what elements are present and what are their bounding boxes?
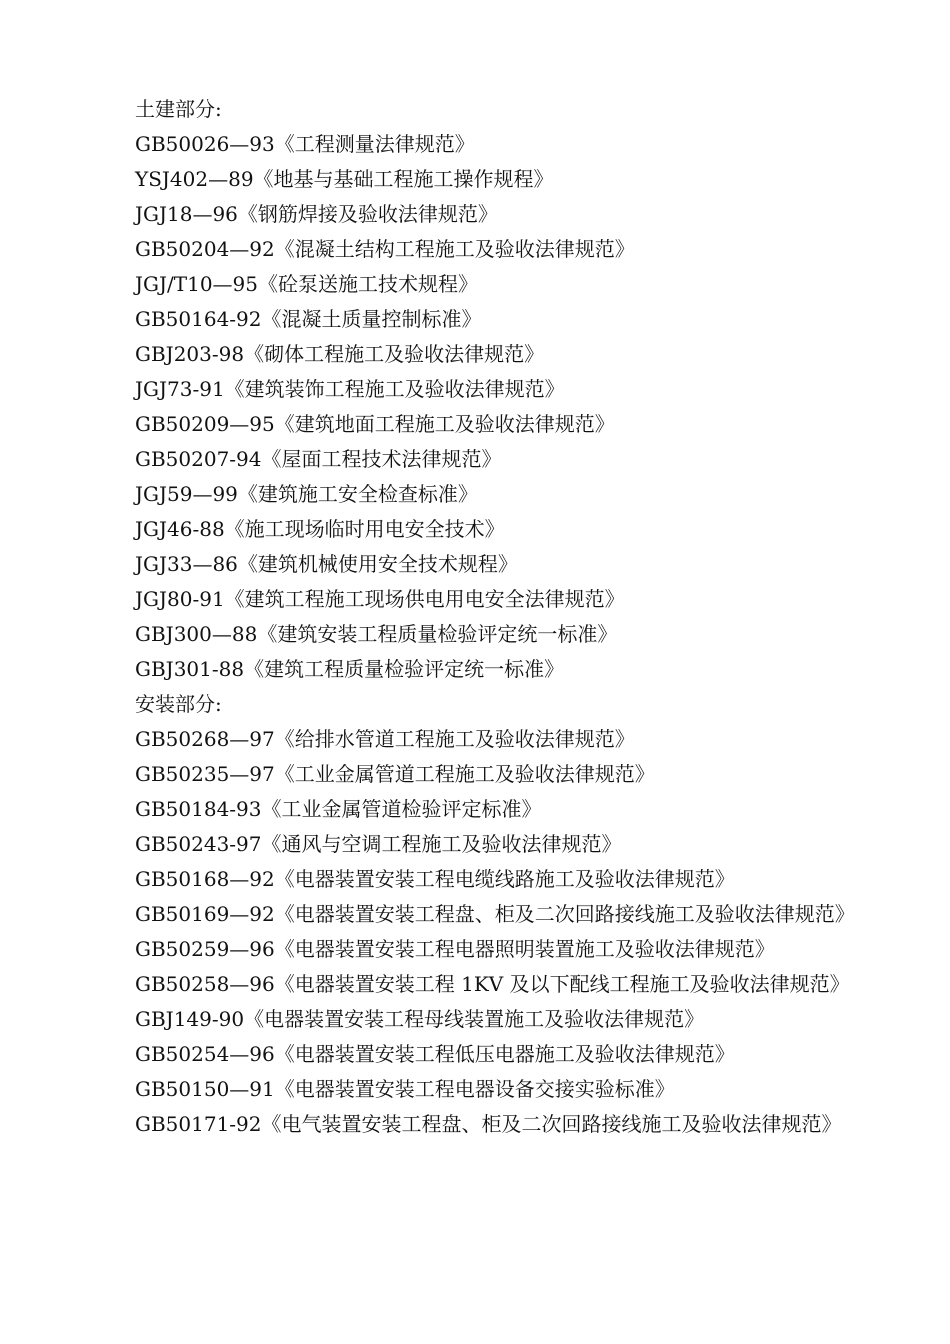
standard-item: GB50204—92《混凝土结构工程施工及验收法律规范》 — [135, 237, 635, 261]
standard-item: GB50184-93《工业金属管道检验评定标准》 — [135, 797, 542, 821]
standard-item: GB50254—96《电器装置安装工程低压电器施工及验收法律规范》 — [135, 1042, 735, 1066]
standard-item: GBJ301-88《建筑工程质量检验评定统一标准》 — [135, 657, 565, 681]
standard-item: JGJ18—96《钢筋焊接及验收法律规范》 — [135, 202, 498, 226]
standard-item: JGJ46-88《施工现场临时用电安全技术》 — [135, 517, 505, 541]
standard-item: JGJ33—86《建筑机械使用安全技术规程》 — [135, 552, 518, 576]
standard-item: JGJ59—99《建筑施工安全检查标准》 — [135, 482, 478, 506]
standard-item: GBJ203-98《砌体工程施工及验收法律规范》 — [135, 342, 545, 366]
standard-item: GB50207-94《屋面工程技术法律规范》 — [135, 447, 502, 471]
standard-item: GB50259—96《电器装置安装工程电器照明装置施工及验收法律规范》 — [135, 937, 775, 961]
standard-item: GB50164-92《混凝土质量控制标准》 — [135, 307, 482, 331]
standard-item: YSJ402—89《地基与基础工程施工操作规程》 — [135, 167, 554, 191]
standard-item: GB50168—92《电器装置安装工程电缆线路施工及验收法律规范》 — [135, 867, 735, 891]
section-heading-installation: 安装部分: — [135, 692, 222, 716]
document-body — [92, 92, 862, 1142]
standard-item: GB50026—93《工程测量法律规范》 — [135, 132, 475, 156]
standard-item: JGJ73-91《建筑装饰工程施工及验收法律规范》 — [135, 377, 565, 401]
standard-item: GB50209—95《建筑地面工程施工及验收法律规范》 — [135, 412, 615, 436]
section-heading-civil: 土建部分: — [135, 97, 222, 121]
standard-item: GB50150—91《电器装置安装工程电器设备交接实验标准》 — [135, 1077, 675, 1101]
standard-item: GB50268—97《给排水管道工程施工及验收法律规范》 — [135, 727, 635, 751]
standard-item: GBJ300—88《建筑安装工程质量检验评定统一标准》 — [135, 622, 618, 646]
standard-item: JGJ80-91《建筑工程施工现场供电用电安全法律规范》 — [135, 587, 625, 611]
standard-item: GB50235—97《工业金属管道工程施工及验收法律规范》 — [135, 762, 655, 786]
standard-item: GB50243-97《通风与空调工程施工及验收法律规范》 — [135, 832, 622, 856]
standard-item: GB50258—96《电器装置安装工程 1KV 及以下配线工程施工及验收法律规范》 — [135, 972, 850, 996]
standard-item: GB50169—92《电器装置安装工程盘、柜及二次回路接线施工及验收法律规范》 — [135, 902, 855, 926]
standard-item: JGJ/T10—95《砼泵送施工技术规程》 — [135, 272, 478, 296]
standard-item: GBJ149-90《电器装置安装工程母线装置施工及验收法律规范》 — [135, 1007, 705, 1031]
standard-item: GB50171-92《电气装置安装工程盘、柜及二次回路接线施工及验收法律规范》 — [135, 1112, 842, 1136]
